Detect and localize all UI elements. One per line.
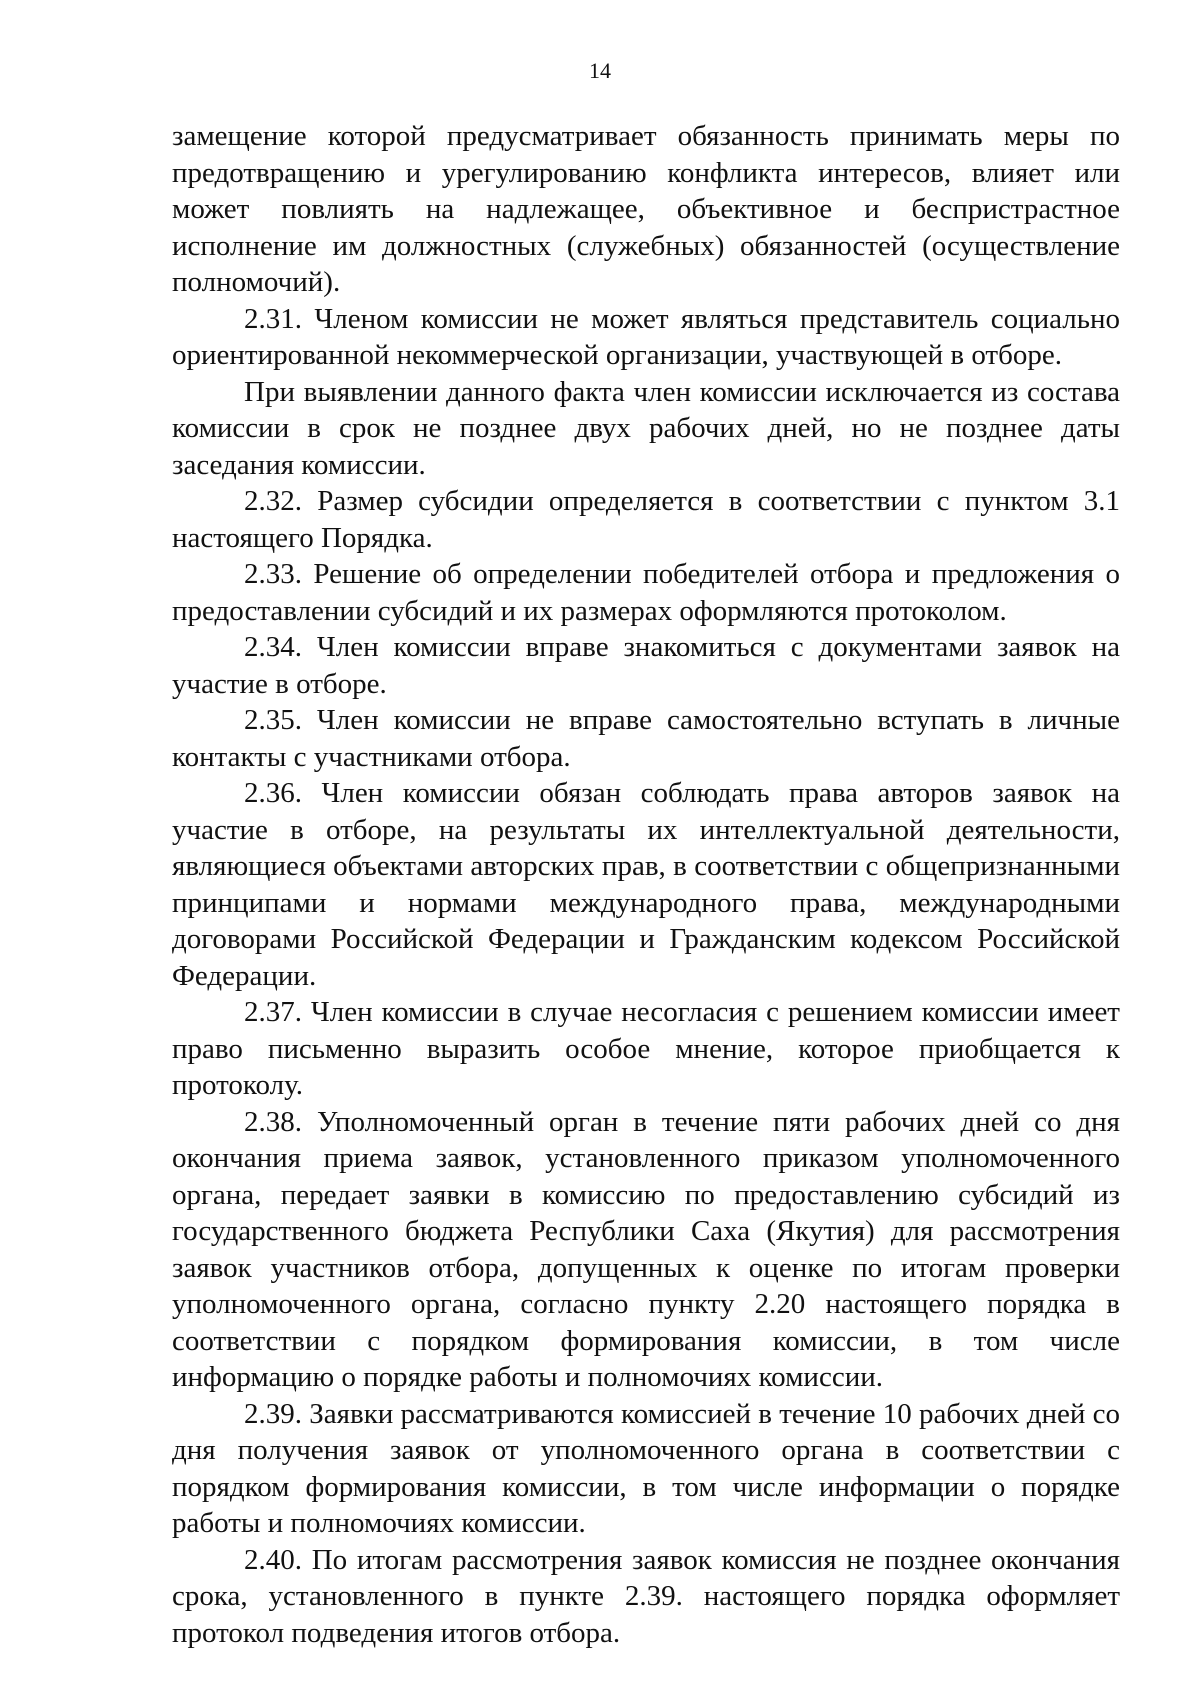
paragraph-2-35: 2.35. Член комиссии не вправе самостоятельно вступать в личные контакты с участниками отбора. [172,704,1120,773]
page-number: 14 [589,58,611,83]
paragraph-continuation: замещение которой предусматривает обязанность принимать меры по предотвращению и урегулированию конфликта интересов, влияет или может повлиять на надлежащее, объективное и беспристрастное исполнение им должностных (служебных) обязанностей (осуществление полномочий). [172,120,1120,298]
paragraph-2-39: 2.39. Заявки рассматриваются комиссией в течение 10 рабочих дней со дня получения заявок от уполномоченного органа в соответствии с порядком формирования комиссии, в том числе информации о порядке работы и полномочиях комиссии. [172,1397,1120,1539]
paragraph-2-33: 2.33. Решение об определении победителей отбора и предложения о предоставлении субсидий и их размерах оформляются протоколом. [172,558,1120,627]
paragraph-2-40: 2.40. По итогам рассмотрения заявок комиссия не позднее окончания срока, установленного в пункте 2.39. настоящего порядка оформляет протокол подведения итогов отбора. [172,1543,1120,1649]
paragraph-2-34: 2.34. Член комиссии вправе знакомиться с документами заявок на участие в отборе. [172,631,1120,700]
paragraph-2-37: 2.37. Член комиссии в случае несогласия с решением комиссии имеет право письменно выразить особое мнение, которое приобщается к протоколу. [172,996,1120,1101]
paragraph-2-32: 2.32. Размер субсидии определяется в соответствии с пунктом 3.1 настоящего Порядка. [172,485,1120,554]
paragraph-2-38: 2.38. Уполномоченный орган в течение пяти рабочих дней со дня окончания приема заявок, установленного приказом уполномоченного органа, передает заявки в комиссию по предоставлению субсидий из государственного бюджета Республики Саха (Якутия) для рассмотрения заявок участников отбора, допущенных к оценке по итогам проверки уполномоченного органа, согласно пункту 2.20 настоящего порядка в соответствии с порядком формирования комиссии, в том числе информацию о порядке работы и полномочиях комиссии. [172,1105,1120,1393]
paragraph-2-31-detail: При выявлении данного факта член комиссии исключается из состава комиссии в срок не позднее двух рабочих дней, но не позднее даты заседания комиссии. [172,375,1120,481]
document-body [172,118,1120,1651]
paragraph-2-36: 2.36. Член комиссии обязан соблюдать права авторов заявок на участие в отборе, на результаты их интеллектуальной деятельности, являющиеся объектами авторских прав, в соответствии с общепризнанными принципами и нормами международного права, международными договорами Российской Федерации и Гражданским кодексом Российской Федерации. [172,777,1120,992]
paragraph-2-31: 2.31. Членом комиссии не может являться представитель социально ориентированной некоммерческой организации, участвующей в отборе. [172,302,1120,371]
